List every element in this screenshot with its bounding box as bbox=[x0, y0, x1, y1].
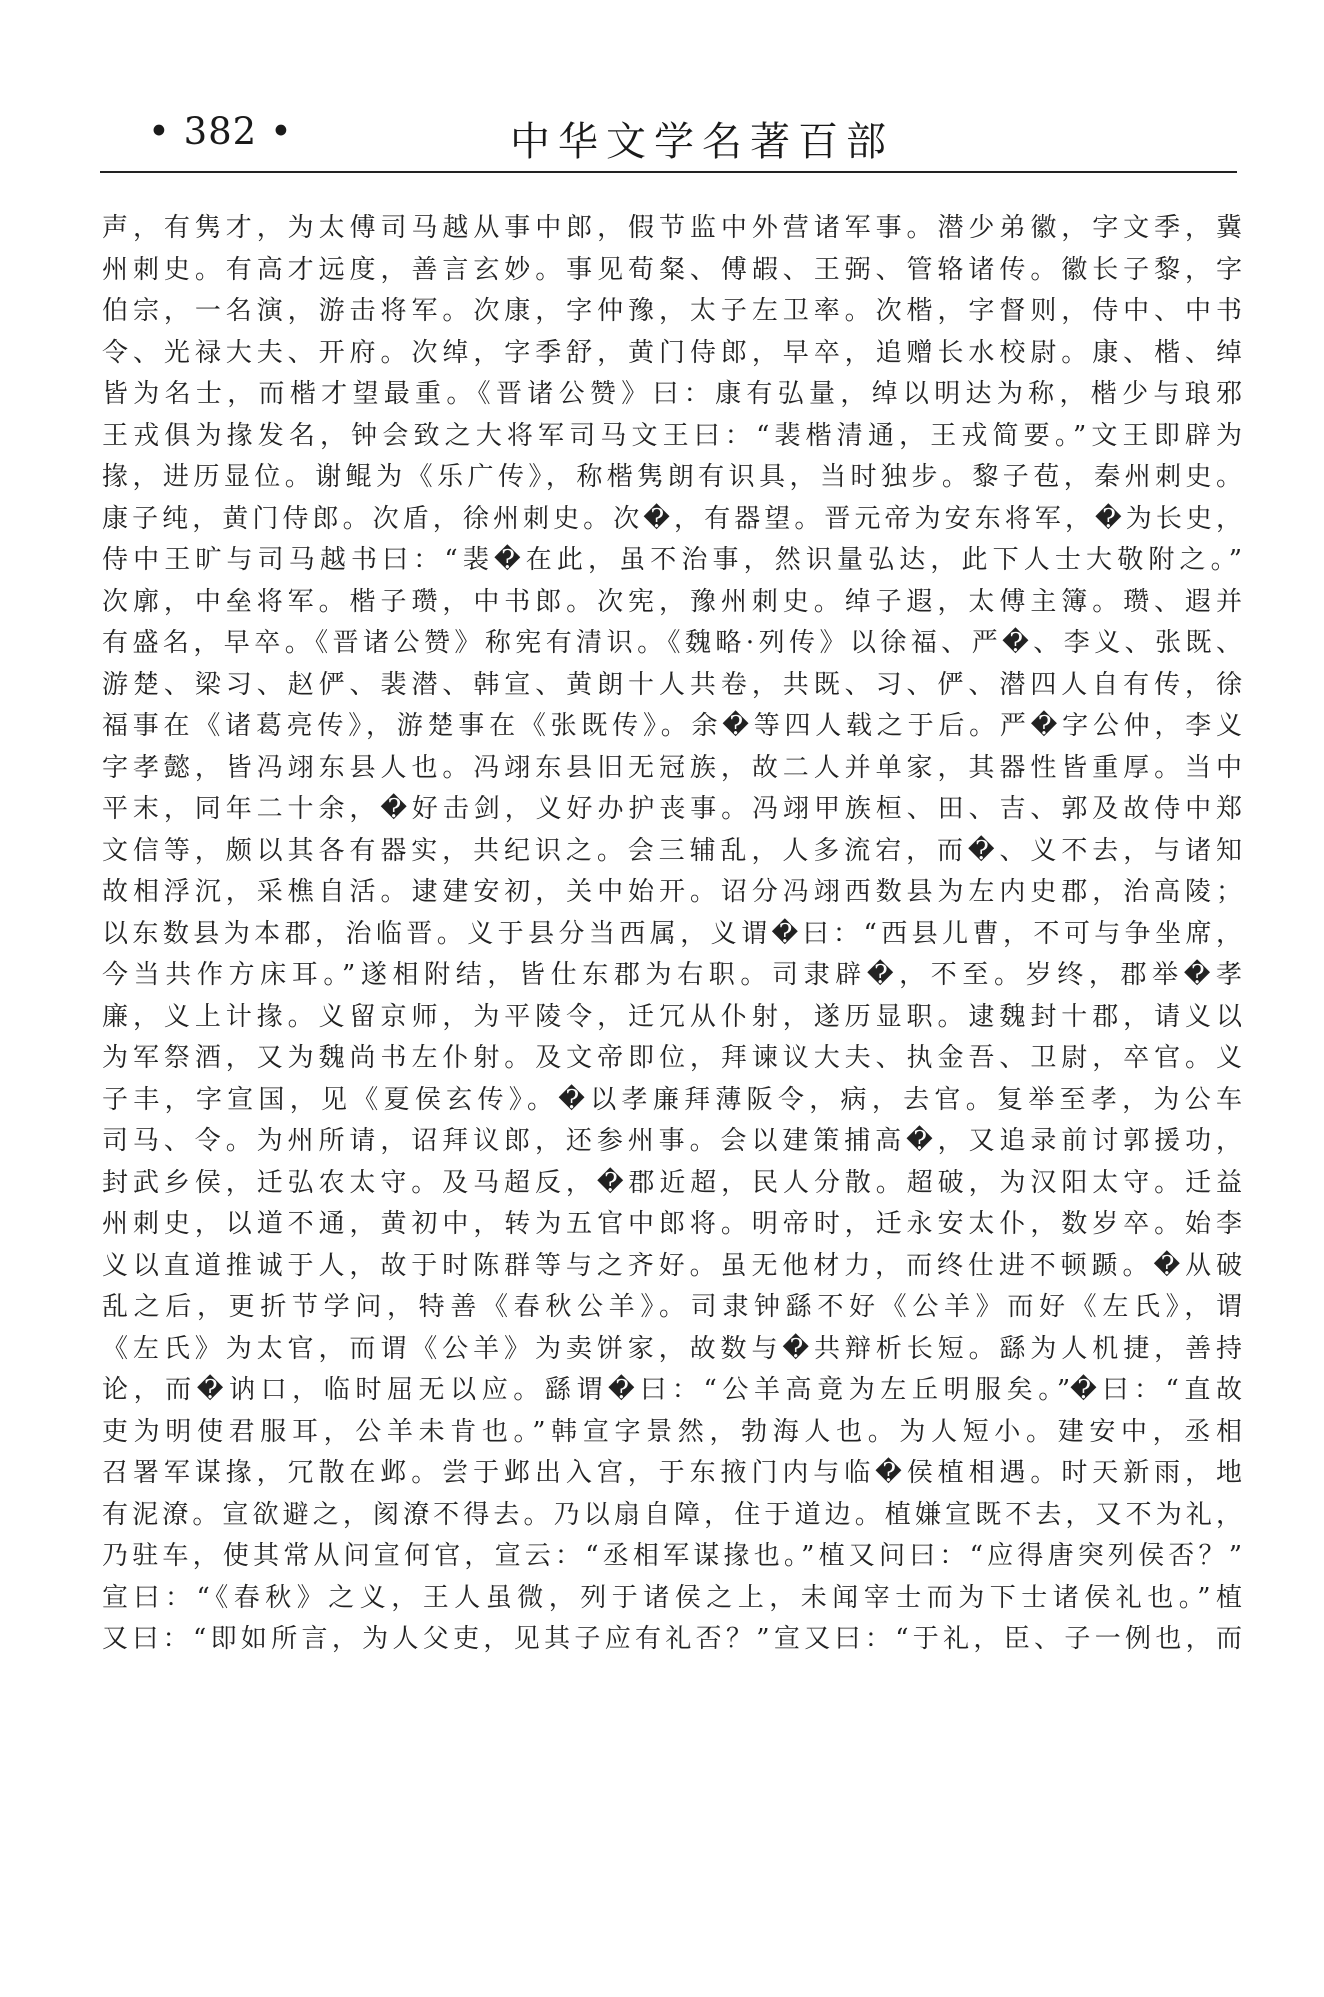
text-line: 康子纯，黄门侍郎。次盾，徐州刺史。次�，有器望。晋元帝为安东将军，�为长史， bbox=[102, 503, 1242, 534]
body-text bbox=[102, 208, 1242, 1661]
text-line: 论，而�讷口，临时屈无以应。繇谓�曰：“公羊高竟为左丘明服矣。”�曰：“直故 bbox=[102, 1375, 1242, 1405]
text-line: 令、光禄大夫、开府。次绰，字季舒，黄门侍郎，早卒，追赠长水校尉。康、楷、绰 bbox=[102, 337, 1242, 368]
text-line: 文信等，颇以其各有器实，共纪识之。会三辅乱，人多流宕，而�、义不去，与诸知 bbox=[102, 835, 1242, 866]
text-line: 吏为明使君服耳，公羊未肯也。”韩宣字景然，勃海人也。为人短小。建安中，丞相 bbox=[102, 1416, 1242, 1447]
text-line: 为军祭酒，又为魏尚书左仆射。及文帝即位，拜谏议大夫、执金吾、卫尉，卒官。义 bbox=[102, 1043, 1242, 1073]
text-line: 封武乡侯，迁弘农太守。及马超反，�郡近超，民人分散。超破，为汉阳太守。迁益 bbox=[102, 1167, 1242, 1198]
text-line: 掾，进历显位。谢鲲为《乐广传》，称楷隽朗有识具，当时独步。黎子苞，秦州刺史。 bbox=[102, 462, 1242, 492]
text-line: 宣曰：“《春秋》之义，王人虽微，列于诸侯之上，未闻宰士而为下士诸侯礼也。”植 bbox=[102, 1582, 1242, 1613]
text-line: 故相浮沉，采樵自活。逮建安初，关中始开。诏分冯翊西数县为左内史郡，治高陵； bbox=[102, 877, 1242, 907]
text-line: 今当共作方床耳。”遂相附结，皆仕东郡为右职。司隶辟�，不至。岁终，郡举�孝 bbox=[102, 960, 1242, 990]
text-line: 乱之后，更折节学问，特善《春秋公羊》。司隶钟繇不好《公羊》而好《左氏》，谓 bbox=[102, 1292, 1242, 1322]
page-header bbox=[100, 106, 1237, 178]
text-line: 福事在《诸葛亮传》，游楚事在《张既传》。余�等四人载之于后。严�字公仲，李义 bbox=[102, 711, 1242, 741]
text-line: 义以直道推诚于人，故于时陈群等与之齐好。虽无他材力，而终仕进不顿踬。�从破 bbox=[102, 1250, 1242, 1281]
text-line: 子丰，字宣国，见《夏侯玄传》。�以孝廉拜薄阪令，病，去官。复举至孝，为公车 bbox=[102, 1084, 1242, 1115]
text-line: 字孝懿，皆冯翊东县人也。冯翊东县旧无冠族，故二人并单家，其器性皆重厚。当中 bbox=[102, 752, 1242, 783]
text-line: 以东数县为本郡，治临晋。义于县分当西属，义谓�曰：“西县儿曹，不可与争坐席， bbox=[102, 918, 1242, 949]
text-line: 伯宗，一名演，游击将军。次康，字仲豫，太子左卫率。次楷，字督则，侍中、中书 bbox=[102, 296, 1242, 326]
text-line: 廉，义上计掾。义留京师，为平陵令，迁冗从仆射，遂历显职。逮魏封十郡，请义以 bbox=[102, 1001, 1242, 1032]
text-line: 皆为名士，而楷才望最重。《晋诸公赞》曰：康有弘量，绰以明达为称，楷少与琅邪 bbox=[102, 379, 1242, 409]
header-rule bbox=[100, 171, 1237, 173]
text-line: 州刺史。有高才远度，善言玄妙。事见荀粲、傅嘏、王弼、管辂诸传。徽长子黎，字 bbox=[102, 254, 1242, 285]
text-line: 游楚、梁习、赵俨、裴潜、韩宣、黄朗十人共卷，共既、习、俨、潜四人自有传，徐 bbox=[102, 669, 1242, 700]
text-line: 司马、令。为州所请，诏拜议郎，还参州事。会以建策捕高�，又追录前讨郭援功， bbox=[102, 1126, 1242, 1156]
text-line: 王戎俱为掾发名，钟会致之大将军司马文王曰：“裴楷清通，王戎简要。”文王即辟为 bbox=[102, 420, 1242, 451]
text-line: 州刺史，以道不通，黄初中，转为五官中郎将。明帝时，迁永安太仆，数岁卒。始李 bbox=[102, 1209, 1242, 1239]
book-title: 中华文学名著百部 bbox=[510, 119, 894, 165]
text-line: 侍中王旷与司马越书曰：“裴�在此，虽不治事，然识量弘达，此下人士大敬附之。” bbox=[102, 545, 1242, 575]
text-line: 次廓，中垒将军。楷子瓒，中书郎。次宪，豫州刺史。绰子遐，太傅主簿。瓒、遐并 bbox=[102, 586, 1242, 617]
text-line: 召署军谋掾，冗散在邺。尝于邺出入宫，于东掖门内与临�侯植相遇。时天新雨，地 bbox=[102, 1458, 1242, 1488]
text-line: 乃驻车，使其常从问宣何官，宣云：“丞相军谋掾也。”植又问曰：“应得唐突列侯否？” bbox=[102, 1541, 1242, 1571]
text-line: 有盛名，早卒。《晋诸公赞》称宪有清识。《魏略·列传》以徐福、严�、李义、张既、 bbox=[102, 628, 1242, 658]
page-number: • 382 • bbox=[148, 110, 293, 153]
text-line: 声，有隽才，为太傅司马越从事中郎，假节监中外营诸军事。潜少弟徽，字文季，冀 bbox=[102, 213, 1242, 243]
text-line: 平末，同年二十余，�好击剑，义好办护丧事。冯翊甲族桓、田、吉、郭及故侍中郑 bbox=[102, 794, 1242, 824]
text-line: 又曰：“即如所言，为人父吏，见其子应有礼否？”宣又曰：“于礼，臣、子一例也，而 bbox=[102, 1624, 1242, 1654]
text-line: 《左氏》为太官，而谓《公羊》为卖饼家，故数与�共辩析长短。繇为人机捷，善持 bbox=[102, 1333, 1242, 1364]
text-line: 有泥潦。宣欲避之，阂潦不得去。乃以扇自障，住于道边。植嫌宣既不去，又不为礼， bbox=[102, 1499, 1242, 1530]
